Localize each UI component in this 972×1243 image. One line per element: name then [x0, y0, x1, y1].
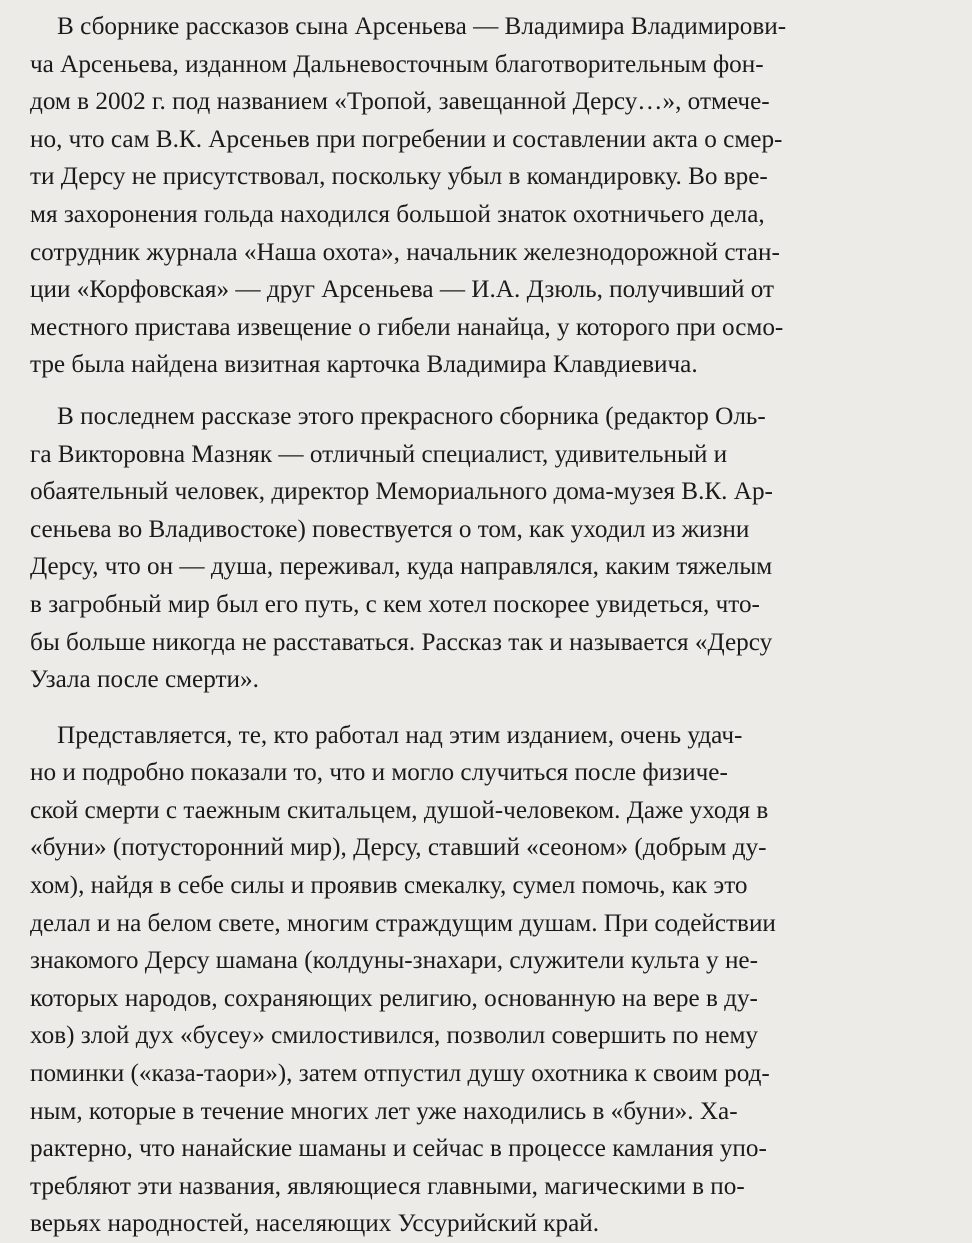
- text-line: дом в 2002 г. под названием «Тропой, завещанной Дерсу…», отмече-: [30, 88, 770, 116]
- text-line: га Викторовна Мазняк — отличный специалист, удивительный и: [30, 440, 728, 468]
- text-line: тре была найдена визитная карточка Владимира Клавдиевича.: [30, 351, 698, 379]
- paragraph: [30, 717, 958, 1243]
- text-line: требляют эти названия, являющиеся главными, магическими в по-: [30, 1172, 745, 1200]
- text-line: В последнем рассказе этого прекрасного сборника (редактор Оль-: [57, 402, 766, 430]
- text-line: делал и на белом свете, многим страждущим душам. При содействии: [30, 909, 776, 937]
- text-line: местного пристава извещение о гибели нанайца, у которого при осмо-: [30, 313, 784, 341]
- text-line: но и подробно показали то, что и могло случиться после физиче-: [30, 759, 728, 787]
- text-line: ции «Корфовская» — друг Арсеньева — И.А. Дзюль, получивший от: [30, 276, 775, 304]
- text-line: знакомого Дерсу шамана (колдуны-знахари, служители культа у не-: [30, 947, 758, 975]
- text-line: Дерсу, что он — душа, переживал, куда направлялся, каким тяжелым: [30, 553, 773, 581]
- text-line: ным, которые в течение многих лет уже находились в «буни». Ха-: [30, 1097, 738, 1125]
- text-line: но, что сам В.К. Арсеньев при погребении и составлении акта о смер-: [30, 125, 783, 153]
- paragraph: [30, 8, 958, 384]
- text-line: Узала после смерти».: [30, 666, 259, 694]
- text-line: Представляется, те, кто работал над этим изданием, очень удач-: [57, 721, 743, 749]
- text-line: В сборнике рассказов сына Арсеньева — Владимира Владимирови-: [57, 13, 787, 40]
- text-line: сеньева во Владивостоке) повествуется о том, как уходил из жизни: [30, 515, 750, 543]
- text-line: в загробный мир был его путь, с кем хотел поскорее увидеться, что-: [30, 590, 760, 618]
- text-line: обаятельный человек, директор Мемориального дома-музея В.К. Ар-: [30, 478, 773, 506]
- text-line: мя захоронения гольда находился большой знаток охотничьего дела,: [30, 200, 765, 228]
- text-line: хом), найдя в себе силы и проявив смекалку, сумел помочь, как это: [30, 872, 748, 900]
- text-line: ской смерти с таежным скитальцем, душой-человеком. Даже уходя в: [30, 796, 769, 824]
- text-line: поминки («каза-таори»), затем отпустил душу охотника к своим род-: [30, 1060, 770, 1088]
- text-line: «буни» (потусторонний мир), Дерсу, ставший «сеоном» (добрым ду-: [30, 834, 767, 862]
- paragraph: [30, 398, 958, 699]
- text-line: бы больше никогда не расставаться. Рассказ так и называется «Дерсу: [30, 628, 773, 656]
- text-line: сотрудник журнала «Наша охота», начальник железнодорожной стан-: [30, 238, 780, 266]
- text-line: ти Дерсу не присутствовал, поскольку убыл в командировку. Во вре-: [30, 163, 768, 191]
- text-line: хов) злой дух «бусеу» смилостивился, позволил совершить по нему: [30, 1022, 758, 1050]
- text-line: рактерно, что нанайские шаманы и сейчас в процессе камлания упо-: [30, 1135, 767, 1163]
- text-line: которых народов, сохраняющих религию, основанную на вере в ду-: [30, 984, 758, 1012]
- text-line: ча Арсеньева, изданном Дальневосточным благотворительным фон-: [30, 50, 764, 78]
- text-line: верьях народностей, населяющих Уссурийский край.: [30, 1210, 600, 1238]
